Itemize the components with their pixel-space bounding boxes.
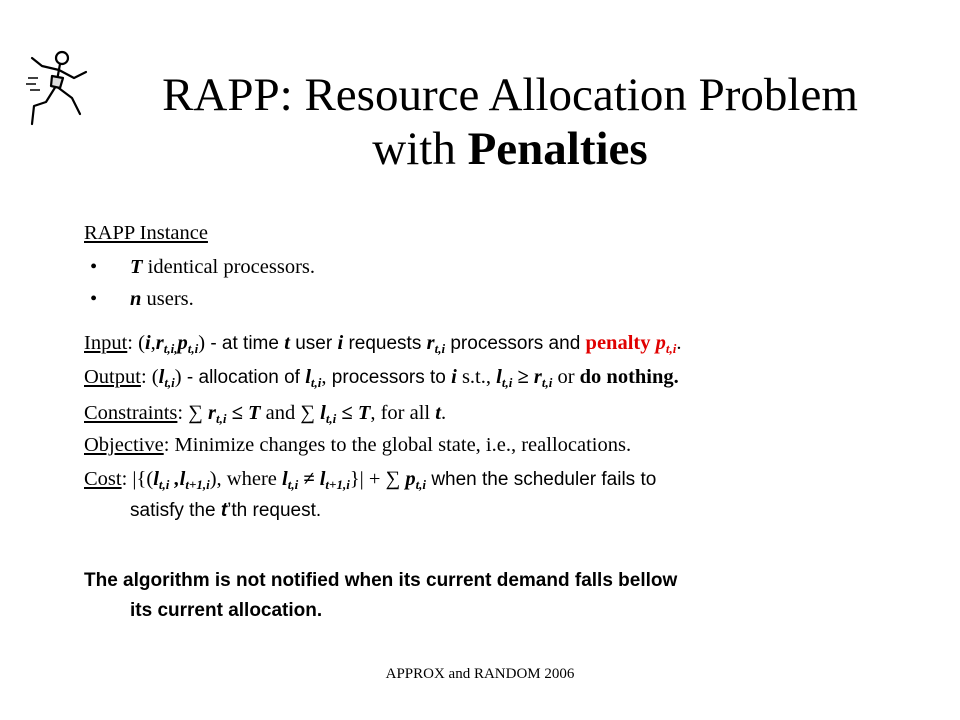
objective-label: Objective [84,434,164,456]
constraint-t: t [435,402,441,424]
constraints-and: and [260,402,301,424]
constraints-end: . [440,402,447,424]
sum-1: ∑ [188,402,208,424]
input-text-3: requests [343,333,427,354]
cost-line2-pre: satisfy the [130,500,221,521]
constraint-T2: T [357,402,371,424]
constraints-text: , for all [370,402,436,424]
input-end: . [676,332,682,354]
output-i: i [451,366,457,388]
final-note-line-2: its current allocation. [130,600,323,621]
input-label: Input [84,332,128,354]
bullet-var: n [130,288,142,310]
bullet-symbol: • [90,288,98,310]
constraints-label: Constraints [84,402,178,424]
sum-2: ∑ [300,402,321,424]
bullet-text: users. [141,288,194,310]
bullet-var: T [130,256,143,278]
objective-line [84,434,631,457]
input-text-4: processors and [445,333,586,354]
objective-text: : Minimize changes to the global state, i.e., reallocations. [163,434,632,456]
do-nothing: do nothing. [579,366,679,388]
slide-title [60,68,960,176]
cost-text-1: : |{( [121,468,154,490]
output-label: Output [84,366,141,388]
title-line-1: RAPP: Resource Allocation Problem [162,69,858,121]
input-sep: : [127,332,139,354]
title-bold: Penalties [467,123,648,175]
input-t: t [284,332,290,354]
constraints-line: Constraints: ∑ $r_{t,i} \le T$ and ∑ $l_{t,i} \le T$, for all t. [84,402,447,426]
input-i: i [337,332,344,354]
output-line: Output: $(l_{t,i})$ - allocation of $l_{t,i}$, processors to i s.t., $l_{t,i} \ge r_{t,i}$ or do nothing. [84,366,679,390]
le-1: ≤ [226,402,248,424]
cost-line-2 [130,500,321,522]
output-text-1: - allocation of [181,367,306,388]
bullet-text: identical processors. [142,256,316,278]
cost-text-4: when the scheduler fails to [426,469,657,490]
final-note-line-1: The algorithm is not notified when its current demand falls bellow [84,570,678,591]
output-text-4: or [552,366,580,388]
output-text-2: processors to [326,367,452,388]
input-text-1: - at time [205,333,285,354]
cost-line2-post: ’th request. [227,500,322,521]
constraint-T1: T [247,402,261,424]
le-2: ≤ [336,402,358,424]
cost-text-3: }| + ∑ [349,468,406,490]
output-text-3: s.t., [456,366,497,388]
title-prefix: with [372,123,456,175]
section-heading: RAPP Instance [84,222,208,244]
output-sep: : [140,366,152,388]
footer: APPROX and RANDOM 2006 [385,666,575,682]
constraints-sep: : [177,402,189,424]
cost-label: Cost [84,468,122,490]
cost-neq: ≠ [298,468,320,490]
cost-t: t [220,500,228,521]
cost-line: Cost: $|\{(l_{t,i}$ $,l_{t+1,i}$), where $l_{t,i} \ne l_{t+1,i}\}|$ + ∑ $p_{t,i}$ when the scheduler fails to [84,468,657,492]
input-text-2: user [289,333,338,354]
input-line: Input: $(i,r_{t,i,}p_{t,i})$ - at time t user i requests $r_{t,i}$ processors and penalty $p_{t,i}$. [84,332,682,356]
penalty-label: penalty $p_{t,i}$ [585,332,677,356]
cost-text-2: ), where [209,468,283,490]
bullet-symbol: • [90,256,98,278]
title-line-2 [60,122,960,176]
